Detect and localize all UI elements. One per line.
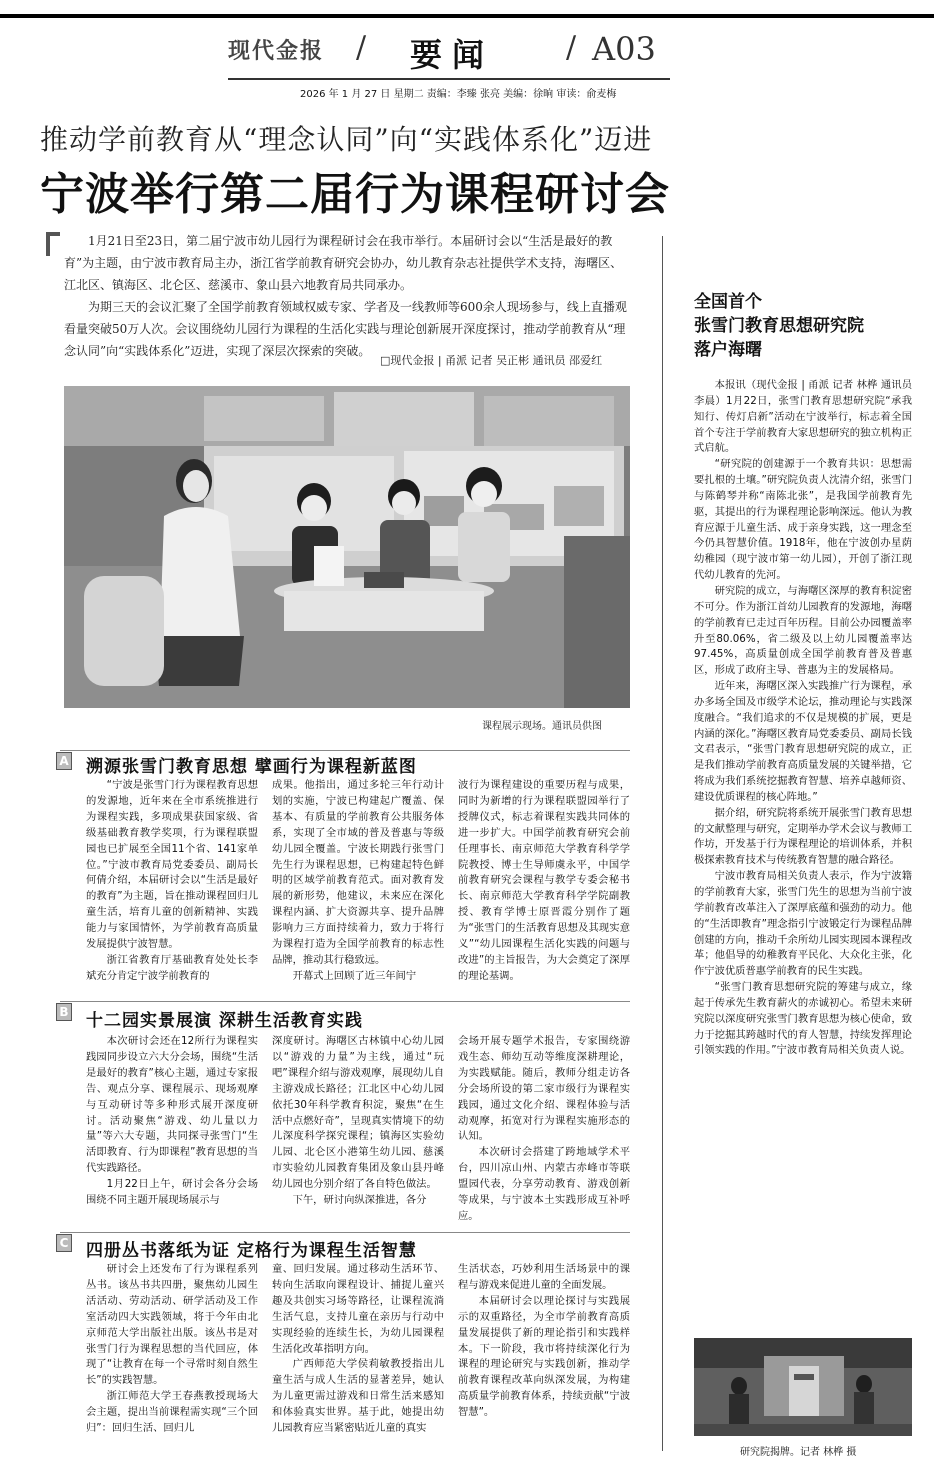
section-c-heading: 四册丛书落纸为证 定格行为课程生活智慧 [86, 1241, 417, 1261]
classroom-scene-image [64, 386, 630, 708]
paragraph: 本届研讨会以理论探讨与实践展示的双重路径，为全市学前教育高质量发展提供了新的理论指引和实践样本。下一阶段，我市将持续深化行为课程的理论研究与实践创新，推动学前教育课程改革向纵深发展，为构建高质量学前教育体系，持续贡献“宁波智慧”。 [458, 1294, 630, 1419]
main-photo [64, 386, 630, 708]
paragraph: 浙江省教育厅基础教育处处长李斌充分肯定宁波学前教育的 [86, 953, 258, 982]
paragraph: 研究院的成立，与海曙区深厚的教育积淀密不可分。作为浙江首幼儿园教育的发源地，海曙的学前教育已走过百年历程。目前公办园覆盖率升至80.06%，省二级及以上幼儿园覆盖率达97.45%，高质量创成全国学前教育普及普惠区，形成了政府主导、普惠为主的发展格局。 [694, 584, 912, 677]
paragraph: 本次研讨会还在12所行为课程实践园同步设立六大分会场，围绕“生活是最好的教育”核心主题，通过专家报告、观点分享、课程展示、现场观摩与互动研讨等多种形式展开深度研讨。活动聚焦“游戏、幼儿量以力量”等六大专题，共同探寻张雪门“生活即教育、行为即课程”教育思想的当代实践路径。 [86, 1035, 258, 1175]
text-column [86, 1034, 258, 1230]
paragraph: 深度研讨。海曙区古林镇中心幼儿园以“游戏的力量”为主线，通过“玩吧”课程介绍与游戏观摩，展现幼儿自主游戏成长路径；江北区中心幼儿园依托30年科学教育积淀，聚焦“在生活中点燃好奇”，呈现真实情境下的幼儿深度科学探究课程；镇海区实验幼儿园、北仑区小港第生幼儿园、慈溪市实验幼儿园教育集团及象山县丹峰幼儿园也分别介绍了各自特色做法。 [272, 1035, 444, 1191]
text-column [86, 1262, 258, 1462]
sidebar-title-line: 落户海曙 [694, 340, 762, 360]
paragraph: 成果。他指出，通过多轮三年行动计划的实施，宁波已构建起广覆盖、保基本、有质量的学前教育公共服务体系，实现了全市域的普及普惠与等级幼儿园全覆盖。宁波长期践行张雪门先生行为课程思想，已构建起特色鲜明的区域学前教育范式。面对教育发展的新形势，他建议，未来应在深化课程内涵、扩大资源共享、提升品牌影响力三方面持续着力，致力于将行为课程打造为全国学前教育的标志性品牌，推动其行稳致远。 [272, 779, 444, 966]
masthead [0, 26, 934, 76]
section-marker-a: A [56, 752, 72, 770]
text-column [458, 1262, 630, 1462]
article-lead [64, 230, 634, 362]
paragraph: 1月22日上午，研讨会各分会场围绕不同主题开展现场展示与 [86, 1178, 258, 1207]
paragraph: 本报讯（现代金报 | 甬派 记者 林桦 通讯员 李晨）1月22日，张雪门教育思想研究院“承我知行、传灯启新”活动在宁波举行，标志着全国首个专注于学前教育大家思想研究的独立机构正式启航。 [694, 379, 912, 455]
article-subhead: 推动学前教育从“理念认同”向“实践体系化”迈进 [40, 123, 653, 156]
sidebar-title [694, 290, 864, 362]
paragraph: “张雪门教育思想研究院的筹建与成立，缘起于传承先生教育薪火的赤诚初心。希望未来研究院以深度研究张雪门教育思想为核心使命，致力于挖掘其跨越时代的育人智慧，持续发挥理论引领实践的作用。”宁波市教育局相关负责人说。 [694, 981, 912, 1057]
section-name: 要闻 [410, 36, 495, 74]
sidebar-title-line: 全国首个 [694, 292, 762, 312]
paragraph: 浙江师范大学王春燕教授现场大会主题，提出当前课程需实现“三个回归”：回归生活、回归儿 [86, 1390, 258, 1435]
top-rule [0, 14, 934, 18]
article-headline: 宁波举行第二届行为课程研讨会 [40, 169, 670, 220]
unveiling-ceremony-image [694, 1338, 912, 1436]
section-c-columns [86, 1262, 632, 1462]
paragraph: 据介绍，研究院将系统开展张雪门教育思想的文献整理与研究，定期举办学术会议与教师工作坊，开发基于行为课程理论的培训体系，并积极探索教育技术与传统教育智慧的融合路径。 [694, 806, 912, 867]
text-column [86, 778, 258, 1000]
paragraph: 下午，研讨向纵深推进，各分 [292, 1194, 427, 1207]
dateline: 2026 年 1 月 27 日 星期二 责编：李臻 张亮 美编：徐晌 审读：俞麦梅 [300, 89, 617, 100]
text-column [458, 778, 630, 1000]
paragraph: 近年来，海曙区深入实践推广行为课程，承办多场全国及市级学术论坛，推动理论与实践深度融合。“我们追求的不仅是规模的扩展，更是内涵的深化。”海曙区教育局党委委员、副局长钱文君表示，“张雪门教育思想研究院的成立，正是我们推动学前教育高质量发展的关键举措，它将成为我们系统挖掘教育智慧、培养卓越师资、建设优质课程的核心阵地。” [694, 680, 912, 803]
section-marker-b: B [56, 1003, 72, 1021]
masthead-divider: / [356, 30, 367, 65]
sidebar-photo [694, 1338, 912, 1436]
sidebar-photo-caption: 研究院揭牌。记者 林桦 摄 [740, 1447, 857, 1458]
column-divider [662, 236, 663, 1451]
section-rule [60, 1001, 630, 1002]
text-column [458, 1034, 630, 1230]
sidebar-body [694, 378, 912, 1248]
paragraph: 波行为课程建设的重要历程与成果，同时为新增的行为课程联盟园举行了授牌仪式，标志着课程实践共同体的进一步扩大。中国学前教育研究会前任理事长、南京师范大学教育科学学院教授、博士生导师虞永平，中国学前教育研究会课程与教学专委会秘书长、南京师范大学教育科学学院副教授、教育学博士原晋霞分别作了题为“张雪门的生活教育思想及其现实意义”“幼儿园课程生活化实践的问题与改进”的主旨报告，为大会奠定了深厚的理论基调。 [458, 779, 630, 982]
text-column [272, 1034, 444, 1230]
paper-name: 现代金报 [228, 38, 325, 64]
section-rule [60, 1232, 630, 1233]
paragraph: 童、回归发展。通过移动生活环节、转向生活取向课程设计、捕捉儿童兴趣及共创实习场等路径，让课程流淌生活气息，支持儿童在亲历与行动中实现经验的连续生长，为幼儿园课程生活化改革指明方向。 [272, 1263, 444, 1355]
byline: □现代金报 | 甬派 记者 吴正彬 通讯员 邵爱红 [380, 354, 603, 367]
section-b-heading: 十二园实景展演 深耕生活教育实践 [86, 1011, 363, 1031]
text-column [272, 1262, 444, 1462]
section-rule [60, 750, 630, 751]
main-photo-caption: 课程展示现场。通讯员供图 [482, 721, 602, 732]
section-a-columns [86, 778, 632, 1000]
section-marker-c: C [56, 1234, 72, 1252]
paragraph: 本次研讨会搭建了跨地域学术平台，四川凉山州、内蒙古赤峰市等联盟园代表，分享劳动教育、游戏创新等成果，与宁波本土实践形成互补呼应。 [458, 1146, 630, 1222]
sidebar-title-line: 张雪门教育思想研究院 [694, 316, 864, 336]
masthead-rule [228, 78, 670, 80]
lead-paragraph: 1月21日至23日，第二届宁波市幼儿园行为课程研讨会在我市举行。本届研讨会以“生活是最好的教育”为主题，由宁波市教育局主办，浙江省学前教育研究会协办，幼儿教育杂志社提供学术支持，海曙区、江北区、镇海区、北仑区、慈溪市、象山县六地教育局共同承办。 [64, 234, 623, 292]
page-number: A03 [592, 30, 656, 68]
paragraph: 研讨会上还发布了行为课程系列丛书。该丛书共四册，聚焦幼儿园生活活动、劳动活动、研学活动及工作室活动四大实践领域，将于今年由北京师范大学出版社出版。该丛书是对张雪门行为课程思想的当代回应，体现了“让教育在每一个寻常时刻自然生长”的实践智慧。 [86, 1263, 258, 1387]
paragraph: 生活状态，巧妙利用生活场景中的课程与游戏来促进儿童的全面发展。 [458, 1263, 630, 1291]
paragraph: 宁波市教育局相关负责人表示，作为宁波籍的学前教育大家，张雪门先生的思想为当前宁波学前教育改革注入了深厚底蕴和强劲的动力。他的“生活即教育”理念指引宁波锻定行为课程品牌创建的方向，推动千余所幼儿园实现园本课程改革；他倡导的幼稚教育平民化、大众化主张，化作宁波优质普惠学前教育的民生实践。 [694, 870, 912, 978]
paragraph: “宁波是张雪门行为课程教育思想的发源地，近年来在全市系统推进行为课程实践，多项成果获国家级、省级基础教育教学奖项，行为课程联盟园也已扩展至全国11个省、141家单位。”宁波市教育局党委委员、副局长何倩介绍，本届研讨会以“生活是最好的教育”为主题，旨在推动课程回归儿童生活，培育儿童的创新精神、实践能力与家国情怀，为学前教育高质量发展提供宁波智慧。 [86, 779, 258, 951]
lead-bracket-ornament [46, 232, 60, 256]
text-column [272, 778, 444, 1000]
section-b-columns [86, 1034, 632, 1230]
paragraph: 开幕式上回顾了近三年间宁 [292, 969, 417, 982]
paragraph: “研究院的创建源于一个教育共识：思想需要扎根的土壤。”研究院负责人沈清介绍，张雪门与陈鹤琴并称“南陈北张”，是我国学前教育先驱，其提出的行为课程理论影响深远。他认为教育应源于儿童生活、成于亲身实践，这一理念至今仍具智慧价值。1918年，他在宁波创办星荫幼稚园（现宁波市第一幼儿园），开创了浙江现代幼儿教育的先河。 [694, 458, 912, 582]
section-a-heading: 溯源张雪门教育思想 擘画行为课程新蓝图 [86, 757, 417, 777]
lead-paragraph: 为期三天的会议汇聚了全国学前教育领域权威专家、学者及一线教师等600余人现场参与，线上直播观看量突破50万人次。会议围绕幼儿园行为课程的生活化实践与理论创新展开深度探讨，推动学前教育从“理念认同”向“实践体系化”迈进，实现了深层次探索的突破。 [64, 300, 627, 358]
masthead-divider: / [566, 30, 577, 65]
paragraph: 会场开展专题学术报告，专家围绕游戏生态、师幼互动等维度深耕理论，为实践赋能。随后，教师分组走访各分会场所设的第二家市级行为课程实践园，通过文化介绍、课程体验与活动观摩，拓宽对行为课程实施形态的认知。 [458, 1035, 630, 1143]
paragraph: 广西师范大学侯莉敏教授指出儿童生活与成人生活的显著差异，她认为儿童更需过游戏和日常生活来感知和体验真实世界。基于此，她提出幼儿园教育应当紧密贴近儿童的真实 [272, 1358, 444, 1435]
